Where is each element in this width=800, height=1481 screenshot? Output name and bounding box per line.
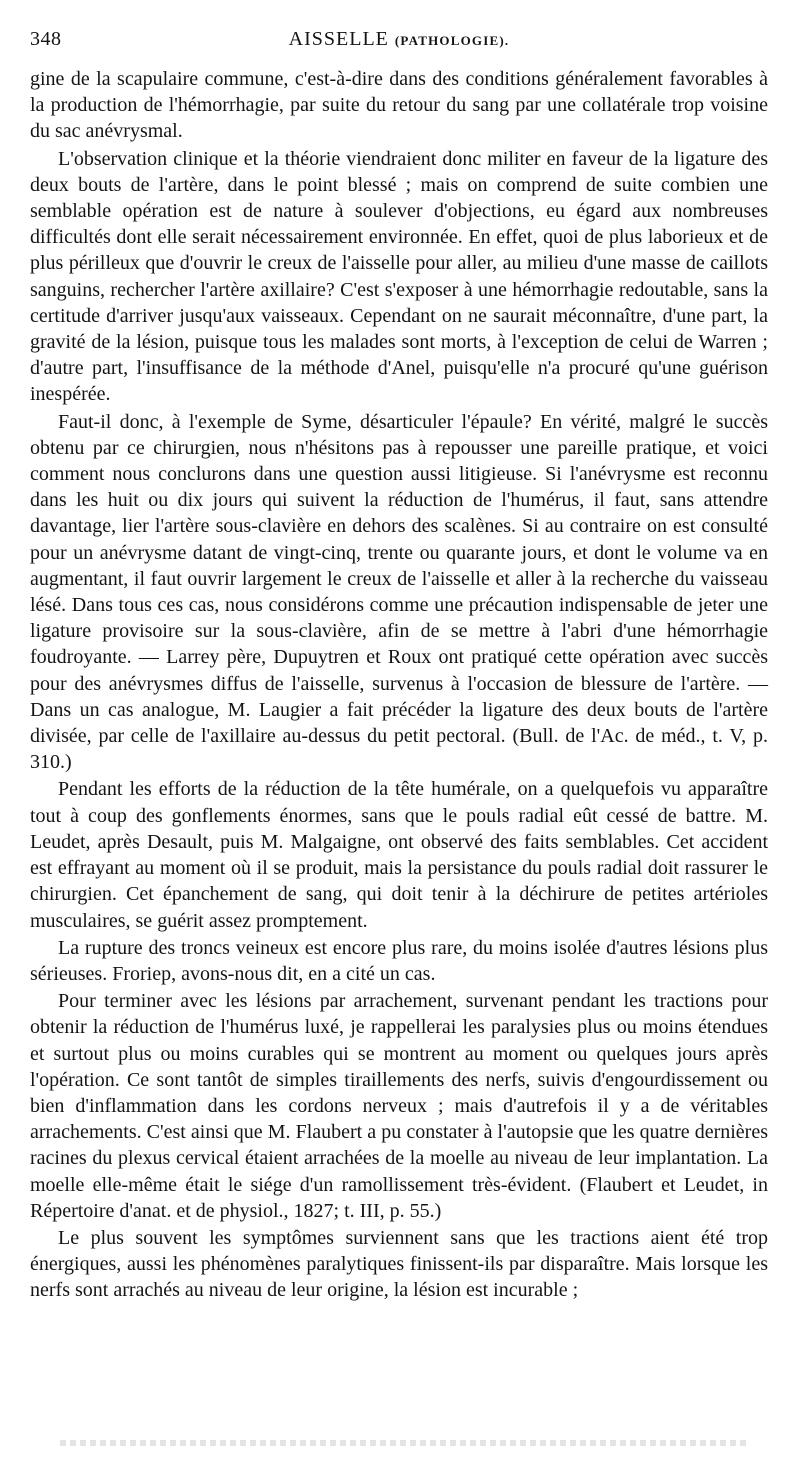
book-page bbox=[30, 28, 768, 1304]
scan-artifact bbox=[60, 1440, 750, 1446]
paragraph: L'observation clinique et la théorie viendraient donc militer en faveur de la ligature des deux bouts de l'artère, dans le point blessé ; mais on comprend de suite combien une semblable opération est de nature à soulever d'objections, eu égard aux nombreuses difficultés dont elle serait nécessairement environnée. En effet, quoi de plus laborieux et de plus périlleux que d'ouvrir le creux de l'aisselle pour aller, au milieu d'une masse de caillots sanguins, rechercher l'artère axillaire? C'est s'exposer à une hémorrhagie redoutable, sans la certitude d'arriver jusqu'aux vaisseaux. Cependant on ne saurait méconnaître, d'une part, la gravité de la lésion, puisque tous les malades sont morts, à l'exception de celui de Warren ; d'autre part, l'insuffisance de la méthode d'Anel, puisqu'elle n'a procuré qu'une guérison inespérée. bbox=[30, 147, 768, 406]
paragraph: La rupture des troncs veineux est encore plus rare, du moins isolée d'autres lésions plus sérieuses. Froriep, avons-nous dit, en a cité un cas. bbox=[30, 936, 768, 985]
running-head bbox=[30, 28, 768, 51]
paragraph: Pour terminer avec les lésions par arrachement, survenant pendant les tractions pour obtenir la réduction de l'humérus luxé, je rappellerai les paralysies plus ou moins étendues et surtout plus ou moins curables qui se montrent au moment ou quelques jours après l'opération. Ce sont tantôt de simples tiraillements des nerfs, suivis d'engourdissement ou bien d'inflammation dans les cordons nerveux ; mais d'autrefois il y a de véritables arrachements. C'est ainsi que M. Flaubert a pu constater à l'autopsie que les quatre dernières racines du plexus cervical étaient arrachées de la moelle au niveau de leur implantation. La moelle elle-même était le siége d'un ramollissement très-évident. (Flaubert et Leudet, in Répertoire d'anat. et de physiol., 1827; t. III, p. 55.) bbox=[30, 990, 768, 1222]
paragraph: Le plus souvent les symptômes surviennent sans que les tractions aient été trop énergiques, aussi les phénomènes paralytiques finissent-ils par disparaître. Mais lorsque les nerfs sont arrachés au niveau de leur origine, la lésion est incurable ; bbox=[30, 1226, 768, 1302]
paragraph: Pendant les efforts de la réduction de la tête humérale, on a quelquefois vu apparaître tout à coup des gonflements énormes, sans que le pouls radial eût cessé de battre. M. Leudet, après Desault, puis M. Malgaigne, ont observé des faits semblables. Cet accident est effrayant au moment où il se produit, mais la persistance du pouls radial doit rassurer le chirurgien. Cet épanchement de sang, qui doit tenir à la déchirure de petites artérioles musculaires, se guérit assez promptement. bbox=[30, 778, 768, 932]
paragraph: gine de la scapulaire commune, c'est-à-dire dans des conditions généralement favorables à la production de l'hémorrhagie, par suite du retour du sang par une collatérale trop voisine du sac anévrysmal. bbox=[30, 68, 768, 143]
page-number: 348 bbox=[30, 28, 62, 50]
running-subtitle: (PATHOLOGIE). bbox=[394, 33, 510, 48]
page-header bbox=[30, 28, 768, 56]
running-title: AISSELLE bbox=[288, 28, 389, 50]
paragraph: Faut-il donc, à l'exemple de Syme, désarticuler l'épaule? En vérité, malgré le succès obtenu par ce chirurgien, nous n'hésitons pas à repousser une pareille pratique, et voici comment nous conclurons dans une question aussi litigieuse. Si l'anévrysme est reconnu dans les huit ou dix jours qui suivent la réduction de l'humérus, il faut, sans attendre davantage, lier l'artère sous-clavière en dehors des scalènes. Si au contraire on est consulté pour un anévrysme datant de vingt-cinq, trente ou quarante jours, et dont le volume va en augmentant, il faut ouvrir largement le creux de l'aisselle et aller à la recherche du vaisseau lésé. Dans tous ces cas, nous considérons comme une précaution indispensable de jeter une ligature provisoire sur la sous-clavière, afin de se mettre à l'abri d'une hémorrhagie foudroyante. — Larrey père, Dupuytren et Roux ont pratiqué cette opération avec succès pour des anévrysmes diffus de l'aisselle, survenus à l'occasion de blessure de l'artère. — Dans un cas analogue, M. Laugier a fait précéder la ligature des deux bouts de l'artère divisée, par celle de l'axillaire au-dessus du petit pectoral. (Bull. de l'Ac. de méd., t. V, p. 310.) bbox=[30, 410, 768, 774]
body-text bbox=[30, 66, 768, 1304]
